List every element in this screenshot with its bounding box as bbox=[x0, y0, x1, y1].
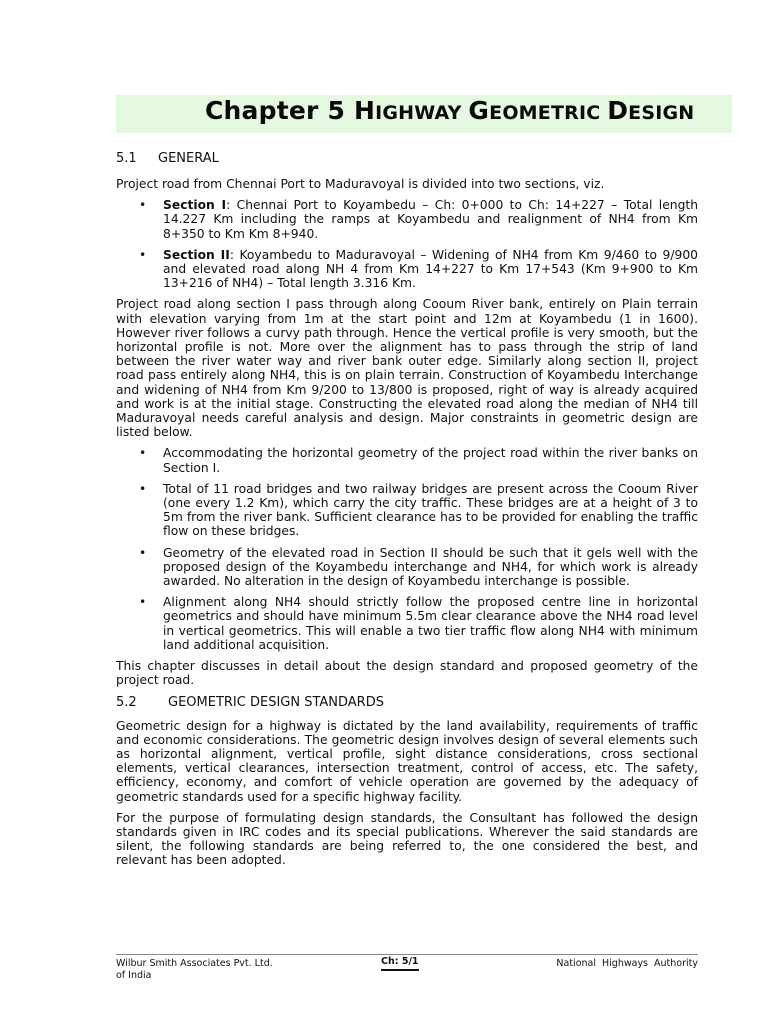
chapter-title-smallcaps: ESIGN bbox=[628, 102, 695, 124]
document-body bbox=[116, 151, 698, 875]
section-5-2-paragraph: Geometric design for a highway is dictated by the land availability, requirements of traffic and economic considerations. The geometric design involves design of several elements such as horizontal alignment, vertical profile, sight distance considerations, cross sectional elements, vertical clearances, intersection treatment, control of access, etc. The safety, efficiency, economy, and comfort of vehicle operation are governed by the adequacy of geometric standards used for a specific highway facility. bbox=[116, 718, 698, 804]
section-5-2-paragraph: For the purpose of formulating design standards, the Consultant has followed the design standards given in IRC codes and its special publications. Wherever the said standards are silent, the following standards are being referred to, the one considered the best, and relevant has been adopted. bbox=[116, 810, 698, 868]
section-title: GEOMETRIC DESIGN STANDARDS bbox=[168, 694, 384, 710]
section-5-1-paragraph: Project road along section I pass through along Cooum River bank, entirely on Plain terrain with elevation varying from 1m at the start point and 12m at Koyambedu (1 in 1600). However river follows a curvy path through. Hence the vertical profile is very smooth, but the horizontal profile is not. More over the alignment has to pass through the strip of land between the river water way and river bank outer edge. Similarly along section II, project road pass entirely along NH4, this is on plain terrain. Construction of Koyambedu Interchange and widening of NH4 from Km 9/200 to 13/800 is proposed, right of way is already acquired and work is at the initial stage. Constructing the elevated road along the median of NH4 till Maduravoyal needs careful analysis and design. Major constraints in geometric design are listed below. bbox=[116, 297, 698, 440]
section-label: Section I bbox=[163, 198, 227, 213]
section-description: : Chennai Port to Koyambedu – Ch: 0+000 to Ch: 14+227 – Total length 14.227 Km including the ramps at Koyambedu and realignment of NH4 from Km 8+350 to Km Km 8+940. bbox=[163, 198, 699, 241]
constraint-text: Alignment along NH4 should strictly follow the proposed centre line in horizontal geometrics and should have minimum 5.5m clear clearance above the NH4 road level in vertical geometrics. This will enable a two tier traffic flow along NH4 with minimum land additional acquisition. bbox=[163, 595, 698, 652]
section-label: Section II bbox=[163, 247, 230, 262]
bullet-icon: • bbox=[139, 481, 147, 496]
constraint-text: Accommodating the horizontal geometry of the project road within the river banks on Section I. bbox=[163, 446, 698, 475]
page-footer bbox=[116, 954, 698, 981]
bullet-icon: • bbox=[139, 446, 147, 461]
section-5-1-intro: Project road from Chennai Port to Maduravoyal is divided into two sections, viz. bbox=[116, 177, 605, 191]
section-5-1-heading bbox=[116, 151, 698, 167]
section-5-2-heading bbox=[116, 695, 698, 711]
bullet-icon: • bbox=[139, 198, 147, 213]
bullet-icon: • bbox=[139, 247, 147, 262]
bullet-icon: • bbox=[139, 595, 147, 610]
constraints-list bbox=[116, 446, 698, 652]
footer-company: Wilbur Smith Associates Pvt. Ltd. bbox=[116, 958, 273, 969]
list-item bbox=[116, 198, 698, 241]
section-number: 5.2 bbox=[116, 694, 137, 710]
footer-client-continued: of India bbox=[116, 970, 152, 981]
chapter-title-cap: D bbox=[607, 96, 629, 125]
list-item bbox=[116, 546, 698, 589]
chapter-title-smallcaps: EOMETRIC bbox=[489, 102, 608, 124]
section-title: GENERAL bbox=[158, 151, 219, 166]
constraint-text: Total of 11 road bridges and two railway bridges are present across the Cooum River (one every 1.2 Km), which carry the city traffic. These bridges are at a height of 3 to 5m from the river bank. Sufficient clearance has to be provided for enabling the traffic flow on these bridges. bbox=[163, 481, 698, 539]
list-item bbox=[116, 446, 698, 474]
footer-client: National Highways Authority bbox=[556, 958, 698, 969]
sections-list bbox=[116, 198, 698, 290]
section-number: 5.1 bbox=[116, 151, 137, 166]
constraint-text: Geometry of the elevated road in Section II should be such that it gels well with the proposed design of the Koyambedu interchange and NH4, for which work is already awarded. No alteration in the design of Koyambedu interchange is possible. bbox=[163, 545, 698, 589]
chapter-title-cap: H bbox=[353, 96, 376, 125]
list-item bbox=[116, 595, 698, 652]
list-item bbox=[116, 248, 698, 291]
bullet-icon: • bbox=[139, 545, 147, 560]
chapter-title bbox=[205, 96, 694, 128]
chapter-title-cap: G bbox=[468, 96, 490, 125]
section-5-1-closing: This chapter discusses in detail about the design standard and proposed geometry of the project road. bbox=[116, 659, 698, 688]
list-item bbox=[116, 482, 698, 539]
chapter-prefix: Chapter 5 bbox=[205, 96, 354, 125]
footer-page-number: Ch: 5/1 bbox=[381, 956, 419, 971]
chapter-title-smallcaps: IGHWAY bbox=[375, 102, 469, 124]
section-description: : Koyambedu to Maduravoyal – Widening of NH4 from Km 9/460 to 9/900 and elevated road along NH 4 from Km 14+227 to Km 17+543 (Km 9+900 to Km 13+216 of NH4) – Total length 3.316 Km. bbox=[163, 247, 698, 291]
